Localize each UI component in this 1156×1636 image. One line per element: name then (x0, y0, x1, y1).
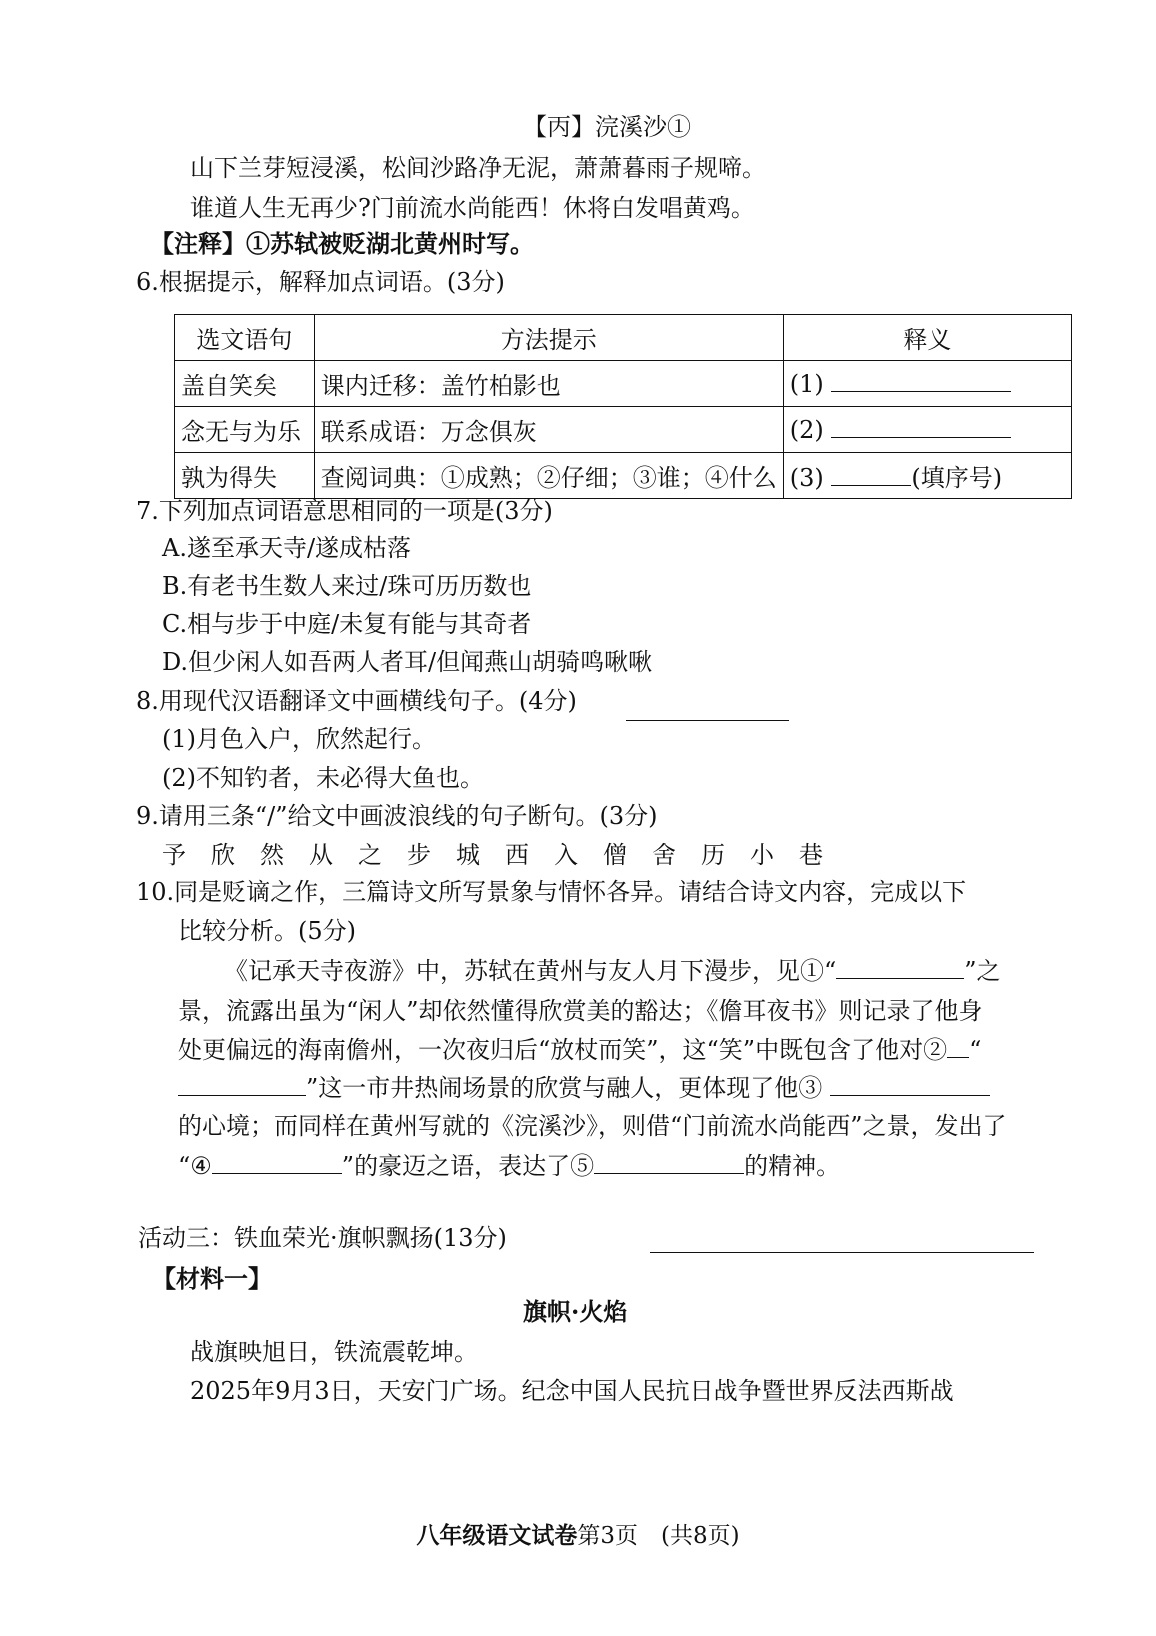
table-row (175, 407, 1072, 453)
poem-note: 【注释】①苏轼被贬湖北黄州时写。 (150, 229, 534, 258)
q10-text: ”这一市井热闹场景的欣赏与融人，更体现了他③ (306, 1074, 823, 1102)
header-cell: 方法提示 (314, 315, 783, 361)
q6-stem: 6.根据提示，解释加点词语。(3分) (136, 268, 505, 296)
q8-item-1: (1)月色入户，欣然起行。 (162, 725, 436, 753)
margin-rule (650, 1252, 1034, 1253)
poem-title: 【丙】浣溪沙① (523, 113, 691, 141)
table-row (175, 453, 1072, 499)
answer-number: (3) (789, 464, 824, 492)
hint-cell: 课内迁移：盖竹柏影也 (314, 361, 783, 407)
header-cell: 释义 (783, 315, 1071, 361)
material-heading: 旗帜·火焰 (523, 1297, 628, 1326)
q10-text: ”的豪迈之语，表达了⑤ (341, 1152, 595, 1180)
answer-blank[interactable] (831, 415, 1011, 438)
answer-cell (783, 453, 1071, 499)
q10-line-3 (178, 1035, 981, 1065)
q8-item-2: (2)不知钓者，未必得大鱼也。 (162, 764, 484, 792)
answer-suffix: (填序号) (911, 464, 1003, 492)
poem-line-1: 山下兰芽短浸溪，松间沙路净无泥，萧萧暮雨子规啼。 (190, 154, 766, 182)
answer-blank[interactable] (831, 463, 911, 486)
blank-5[interactable] (594, 1151, 744, 1174)
q7-option-d: D.但少闲人如吾两人者耳/但闻燕山胡骑鸣啾啾 (162, 648, 653, 676)
phrase-cell: 盖自笑矣 (175, 361, 315, 407)
table-header-row (175, 315, 1072, 361)
q6-table (174, 314, 1072, 499)
answer-number: (1) (789, 370, 824, 398)
q10-text: 的精神。 (744, 1152, 841, 1180)
q8-stem: 8.用现代汉语翻译文中画横线句子。(4分) (136, 687, 577, 715)
q9-stem: 9.请用三条“/”给文中画波浪线的句子断句。(3分) (136, 802, 658, 830)
answer-cell (783, 407, 1071, 453)
q7-option-c: C.相与步于中庭/未复有能与其奇者 (162, 610, 532, 638)
q7-option-b: B.有老书生数人来过/珠可历历数也 (162, 572, 532, 600)
material-line-2: 2025年9月3日，天安门广场。纪念中国人民抗日战争暨世界反法西斯战 (190, 1377, 954, 1405)
activity3-title: 活动三：铁血荣光·旗帜飘扬(13分) (138, 1224, 507, 1252)
material-label: 【材料一】 (152, 1264, 272, 1293)
material-line-1: 战旗映旭日，铁流震乾坤。 (190, 1338, 478, 1366)
q10-text: “ (824, 957, 837, 985)
q10-line-1 (224, 956, 1001, 986)
answer-blank[interactable] (831, 369, 1011, 392)
margin-rule (626, 720, 789, 721)
q10-text: ”之 (964, 957, 1001, 985)
q10-text: 《记承天寺夜游》中，苏轼在黄州与友人月下漫步，见① (224, 957, 824, 985)
answer-cell (783, 361, 1071, 407)
blank-2-start[interactable] (947, 1035, 969, 1058)
hint-cell: 查阅词典：①成熟；②仔细；③谁；④什么 (314, 453, 783, 499)
page-footer (0, 1521, 1156, 1551)
q10-stem-1: 10.同是贬谪之作，三篇诗文所写景象与情怀各异。请结合诗文内容，完成以下 (136, 878, 967, 906)
footer-title: 八年级语文试卷 (416, 1522, 578, 1549)
answer-number: (2) (789, 416, 824, 444)
blank-4[interactable] (212, 1151, 342, 1174)
hint-cell: 联系成语：万念俱灰 (314, 407, 783, 453)
q10-stem-2: 比较分析。(5分) (178, 917, 356, 945)
footer-page: 第3页 (共8页) (577, 1523, 740, 1549)
blank-3[interactable] (830, 1073, 990, 1096)
q7-option-a: A.遂至承天寺/遂成枯落 (162, 534, 412, 562)
table-row (175, 361, 1072, 407)
blank-2[interactable] (178, 1073, 306, 1096)
blank-1[interactable] (836, 956, 964, 979)
poem-line-2: 谁道人生无再少?门前流水尚能西！休将白发唱黄鸡。 (190, 194, 755, 222)
phrase-cell: 念无与为乐 (175, 407, 315, 453)
q7-stem: 7.下列加点词语意思相同的一项是(3分) (136, 497, 553, 525)
phrase-cell: 孰为得失 (175, 453, 315, 499)
q10-line-4 (178, 1073, 990, 1103)
q10-text: “④ (178, 1152, 212, 1180)
q10-line-5: 的心境；而同样在黄州写就的《浣溪沙》，则借“门前流水尚能西”之景，发出了 (178, 1112, 1007, 1140)
q10-text: “ (969, 1036, 982, 1064)
q10-line-6 (178, 1151, 840, 1181)
q9-sentence: 予欣然从之步城西入僧舍历小巷 (162, 841, 848, 869)
q10-line-2: 景，流露出虽为“闲人”却依然懂得欣赏美的豁达；《儋耳夜书》则记录了他身 (178, 997, 983, 1025)
header-cell: 选文语句 (175, 315, 315, 361)
q10-text: 处更偏远的海南儋州，一次夜归后“放杖而笑”，这“笑”中既包含了他对② (178, 1036, 948, 1064)
